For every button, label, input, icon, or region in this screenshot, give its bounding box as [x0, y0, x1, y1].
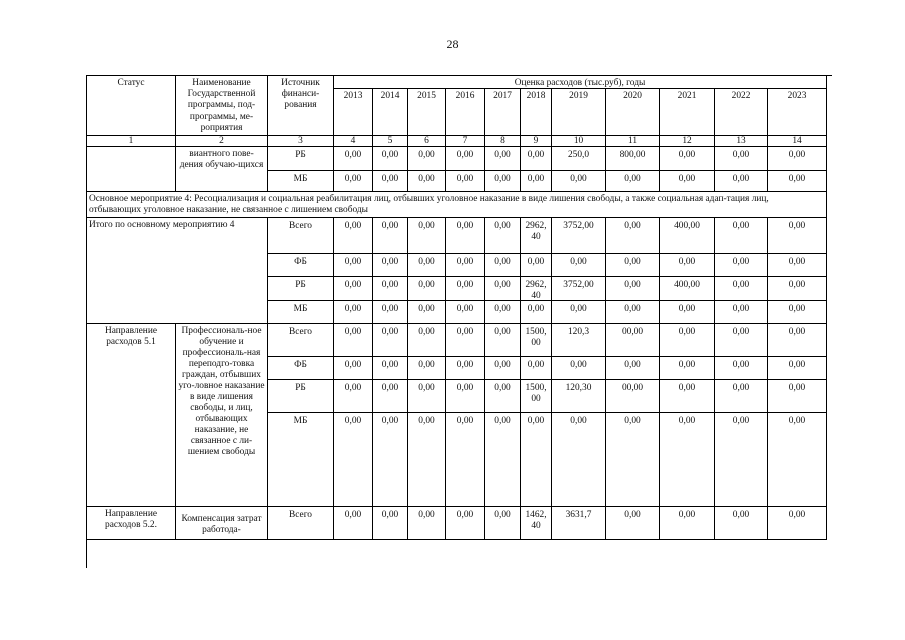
value-cell: 0,00: [660, 324, 715, 357]
program-name-cell: виантного пове-дения обучаю-щихся: [176, 147, 268, 192]
value-cell: 0,00: [446, 254, 485, 277]
value-cell: 0,00: [373, 357, 408, 380]
header-year: 2023: [768, 89, 827, 136]
value-cell: 0,00: [485, 507, 521, 540]
value-cell: 00,00: [606, 380, 660, 413]
value-cell: 0,00: [485, 380, 521, 413]
value-cell: 0,00: [446, 277, 485, 301]
header-name: Наименование Государственной программы, под-программы, ме-роприятия: [176, 76, 268, 136]
source-cell: РБ: [268, 380, 334, 413]
value-cell: 0,00: [768, 254, 827, 277]
value-cell: 0,00: [373, 171, 408, 192]
value-cell: 0,00: [334, 147, 373, 171]
column-number: 10: [552, 136, 606, 147]
value-cell: 0,00: [446, 357, 485, 380]
source-cell: Всего: [268, 507, 334, 540]
source-cell: МБ: [268, 413, 334, 507]
value-cell: 0,00: [446, 324, 485, 357]
value-cell: 0,00: [521, 357, 552, 380]
value-cell: 0,00: [715, 413, 768, 507]
value-cell: 0,00: [408, 254, 446, 277]
value-cell: 0,00: [715, 301, 768, 324]
value-cell: 1500, 00: [521, 324, 552, 357]
value-cell: 0,00: [660, 254, 715, 277]
column-number: 14: [768, 136, 827, 147]
value-cell: 120,3: [552, 324, 606, 357]
value-cell: 0,00: [334, 301, 373, 324]
value-cell: 0,00: [768, 413, 827, 507]
value-cell: 0,00: [768, 171, 827, 192]
column-number: 12: [660, 136, 715, 147]
value-cell: 0,00: [408, 301, 446, 324]
header-year: 2013: [334, 89, 373, 136]
budget-table: [86, 75, 832, 568]
value-cell: 2962, 40: [521, 277, 552, 301]
header-year: 2019: [552, 89, 606, 136]
source-cell: МБ: [268, 171, 334, 192]
value-cell: 0,00: [373, 277, 408, 301]
value-cell: 0,00: [373, 507, 408, 540]
value-cell: 400,00: [660, 218, 715, 254]
value-cell: 0,00: [521, 301, 552, 324]
header-year: 2016: [446, 89, 485, 136]
value-cell: 0,00: [485, 147, 521, 171]
value-cell: 0,00: [334, 413, 373, 507]
value-cell: 0,00: [715, 324, 768, 357]
value-cell: 0,00: [446, 413, 485, 507]
value-cell: 0,00: [552, 301, 606, 324]
value-cell: 0,00: [660, 413, 715, 507]
value-cell: 0,00: [768, 147, 827, 171]
column-number: 3: [268, 136, 334, 147]
value-cell: 0,00: [485, 324, 521, 357]
value-cell: 0,00: [334, 171, 373, 192]
value-cell: 0,00: [660, 380, 715, 413]
value-cell: 1462, 40: [521, 507, 552, 540]
header-year: 2017: [485, 89, 521, 136]
value-cell: 0,00: [768, 277, 827, 301]
value-cell: 400,00: [660, 277, 715, 301]
source-cell: ФБ: [268, 357, 334, 380]
value-cell: 0,00: [408, 218, 446, 254]
value-cell: 0,00: [768, 357, 827, 380]
value-cell: 0,00: [768, 380, 827, 413]
column-number: 5: [373, 136, 408, 147]
status-cell: [87, 147, 176, 192]
value-cell: 0,00: [552, 357, 606, 380]
value-cell: 0,00: [715, 218, 768, 254]
value-cell: 0,00: [715, 171, 768, 192]
value-cell: 0,00: [660, 147, 715, 171]
value-cell: 0,00: [660, 357, 715, 380]
value-cell: 0,00: [715, 380, 768, 413]
value-cell: 3752,00: [552, 218, 606, 254]
header-year: 2014: [373, 89, 408, 136]
column-number: 13: [715, 136, 768, 147]
value-cell: 0,00: [521, 254, 552, 277]
value-cell: 0,00: [606, 277, 660, 301]
value-cell: 0,00: [446, 507, 485, 540]
value-cell: 0,00: [334, 277, 373, 301]
value-cell: 0,00: [521, 413, 552, 507]
source-cell: Всего: [268, 324, 334, 357]
source-cell: ФБ: [268, 254, 334, 277]
value-cell: 0,00: [660, 301, 715, 324]
source-cell: Всего: [268, 218, 334, 254]
header-year: 2018: [521, 89, 552, 136]
value-cell: 2962, 40: [521, 218, 552, 254]
direction-name: Компенсация затрат работода-: [176, 507, 268, 540]
value-cell: 0,00: [373, 413, 408, 507]
value-cell: 0,00: [768, 507, 827, 540]
value-cell: 0,00: [334, 324, 373, 357]
value-cell: 0,00: [768, 324, 827, 357]
value-cell: 0,00: [373, 254, 408, 277]
header-year: 2020: [606, 89, 660, 136]
page-number: 28: [446, 37, 459, 51]
value-cell: 0,00: [485, 357, 521, 380]
value-cell: 250,0: [552, 147, 606, 171]
value-cell: 0,00: [485, 254, 521, 277]
value-cell: 0,00: [334, 254, 373, 277]
column-number: 1: [87, 136, 176, 147]
column-number: 4: [334, 136, 373, 147]
header-year: 2015: [408, 89, 446, 136]
value-cell: 0,00: [408, 147, 446, 171]
value-cell: 0,00: [408, 357, 446, 380]
column-number: 11: [606, 136, 660, 147]
value-cell: 0,00: [606, 218, 660, 254]
value-cell: 0,00: [408, 380, 446, 413]
value-cell: 0,00: [334, 218, 373, 254]
value-cell: 800,00: [606, 147, 660, 171]
value-cell: 0,00: [521, 147, 552, 171]
value-cell: 0,00: [552, 413, 606, 507]
header-source: Источник финанси-рования: [268, 76, 334, 136]
value-cell: 0,00: [408, 171, 446, 192]
header-status: Статус: [87, 76, 176, 136]
value-cell: 0,00: [715, 507, 768, 540]
value-cell: 0,00: [485, 218, 521, 254]
total-label: Итого по основному мероприятию 4: [87, 218, 268, 324]
value-cell: 0,00: [446, 171, 485, 192]
column-number: 8: [485, 136, 521, 147]
value-cell: 0,00: [446, 218, 485, 254]
value-cell: 0,00: [485, 413, 521, 507]
value-cell: 00,00: [606, 324, 660, 357]
value-cell: 0,00: [606, 254, 660, 277]
value-cell: 0,00: [768, 301, 827, 324]
value-cell: 0,00: [552, 254, 606, 277]
direction-status: Направление расходов 5.2.: [87, 507, 176, 540]
value-cell: 0,00: [552, 171, 606, 192]
value-cell: 0,00: [768, 218, 827, 254]
value-cell: 3752,00: [552, 277, 606, 301]
header-estimate: Оценка расходов (тыс.руб), годы: [334, 76, 827, 89]
value-cell: 0,00: [715, 277, 768, 301]
value-cell: 0,00: [408, 507, 446, 540]
value-cell: 0,00: [373, 218, 408, 254]
value-cell: 0,00: [606, 507, 660, 540]
value-cell: 0,00: [521, 171, 552, 192]
direction-status: Направление расходов 5.1: [87, 324, 176, 507]
value-cell: 0,00: [660, 507, 715, 540]
header-year: 2021: [660, 89, 715, 136]
value-cell: 0,00: [606, 413, 660, 507]
value-cell: 0,00: [408, 324, 446, 357]
value-cell: 0,00: [485, 301, 521, 324]
source-cell: РБ: [268, 277, 334, 301]
value-cell: 120,30: [552, 380, 606, 413]
value-cell: 0,00: [373, 324, 408, 357]
value-cell: 0,00: [373, 301, 408, 324]
value-cell: 0,00: [408, 277, 446, 301]
column-number: 2: [176, 136, 268, 147]
value-cell: 0,00: [408, 413, 446, 507]
value-cell: 0,00: [446, 380, 485, 413]
header-year: 2022: [715, 89, 768, 136]
direction-name: Профессиональ-ное обучение и профессиональ-ная переподго-товка граждан, отбывших уго-ловное наказание в виде лишения свободы, и лиц, отбывающих наказание, не связанное с ли-шением свободы: [176, 324, 268, 507]
value-cell: 0,00: [660, 171, 715, 192]
value-cell: 0,00: [334, 507, 373, 540]
value-cell: 0,00: [446, 147, 485, 171]
column-number: 9: [521, 136, 552, 147]
value-cell: 3631,7: [552, 507, 606, 540]
value-cell: 0,00: [715, 254, 768, 277]
source-cell: РБ: [268, 147, 334, 171]
value-cell: 0,00: [715, 147, 768, 171]
value-cell: 0,00: [715, 357, 768, 380]
value-cell: 0,00: [373, 147, 408, 171]
value-cell: 0,00: [373, 380, 408, 413]
value-cell: 0,00: [606, 357, 660, 380]
value-cell: 0,00: [606, 171, 660, 192]
value-cell: 0,00: [485, 171, 521, 192]
main-event-row: Основное мероприятие 4: Ресоциализация и социальная реабилитация лиц, отбывших уголовное наказание в виде лишения свободы, а также социальная адап-тация лиц, отбывающих уголовное наказание, не связанное с лишением свободы: [87, 192, 827, 218]
value-cell: 0,00: [334, 357, 373, 380]
value-cell: 0,00: [485, 277, 521, 301]
column-number: 7: [446, 136, 485, 147]
source-cell: МБ: [268, 301, 334, 324]
value-cell: 0,00: [446, 301, 485, 324]
value-cell: 0,00: [334, 380, 373, 413]
value-cell: 1500, 00: [521, 380, 552, 413]
value-cell: 0,00: [606, 301, 660, 324]
column-number: 6: [408, 136, 446, 147]
